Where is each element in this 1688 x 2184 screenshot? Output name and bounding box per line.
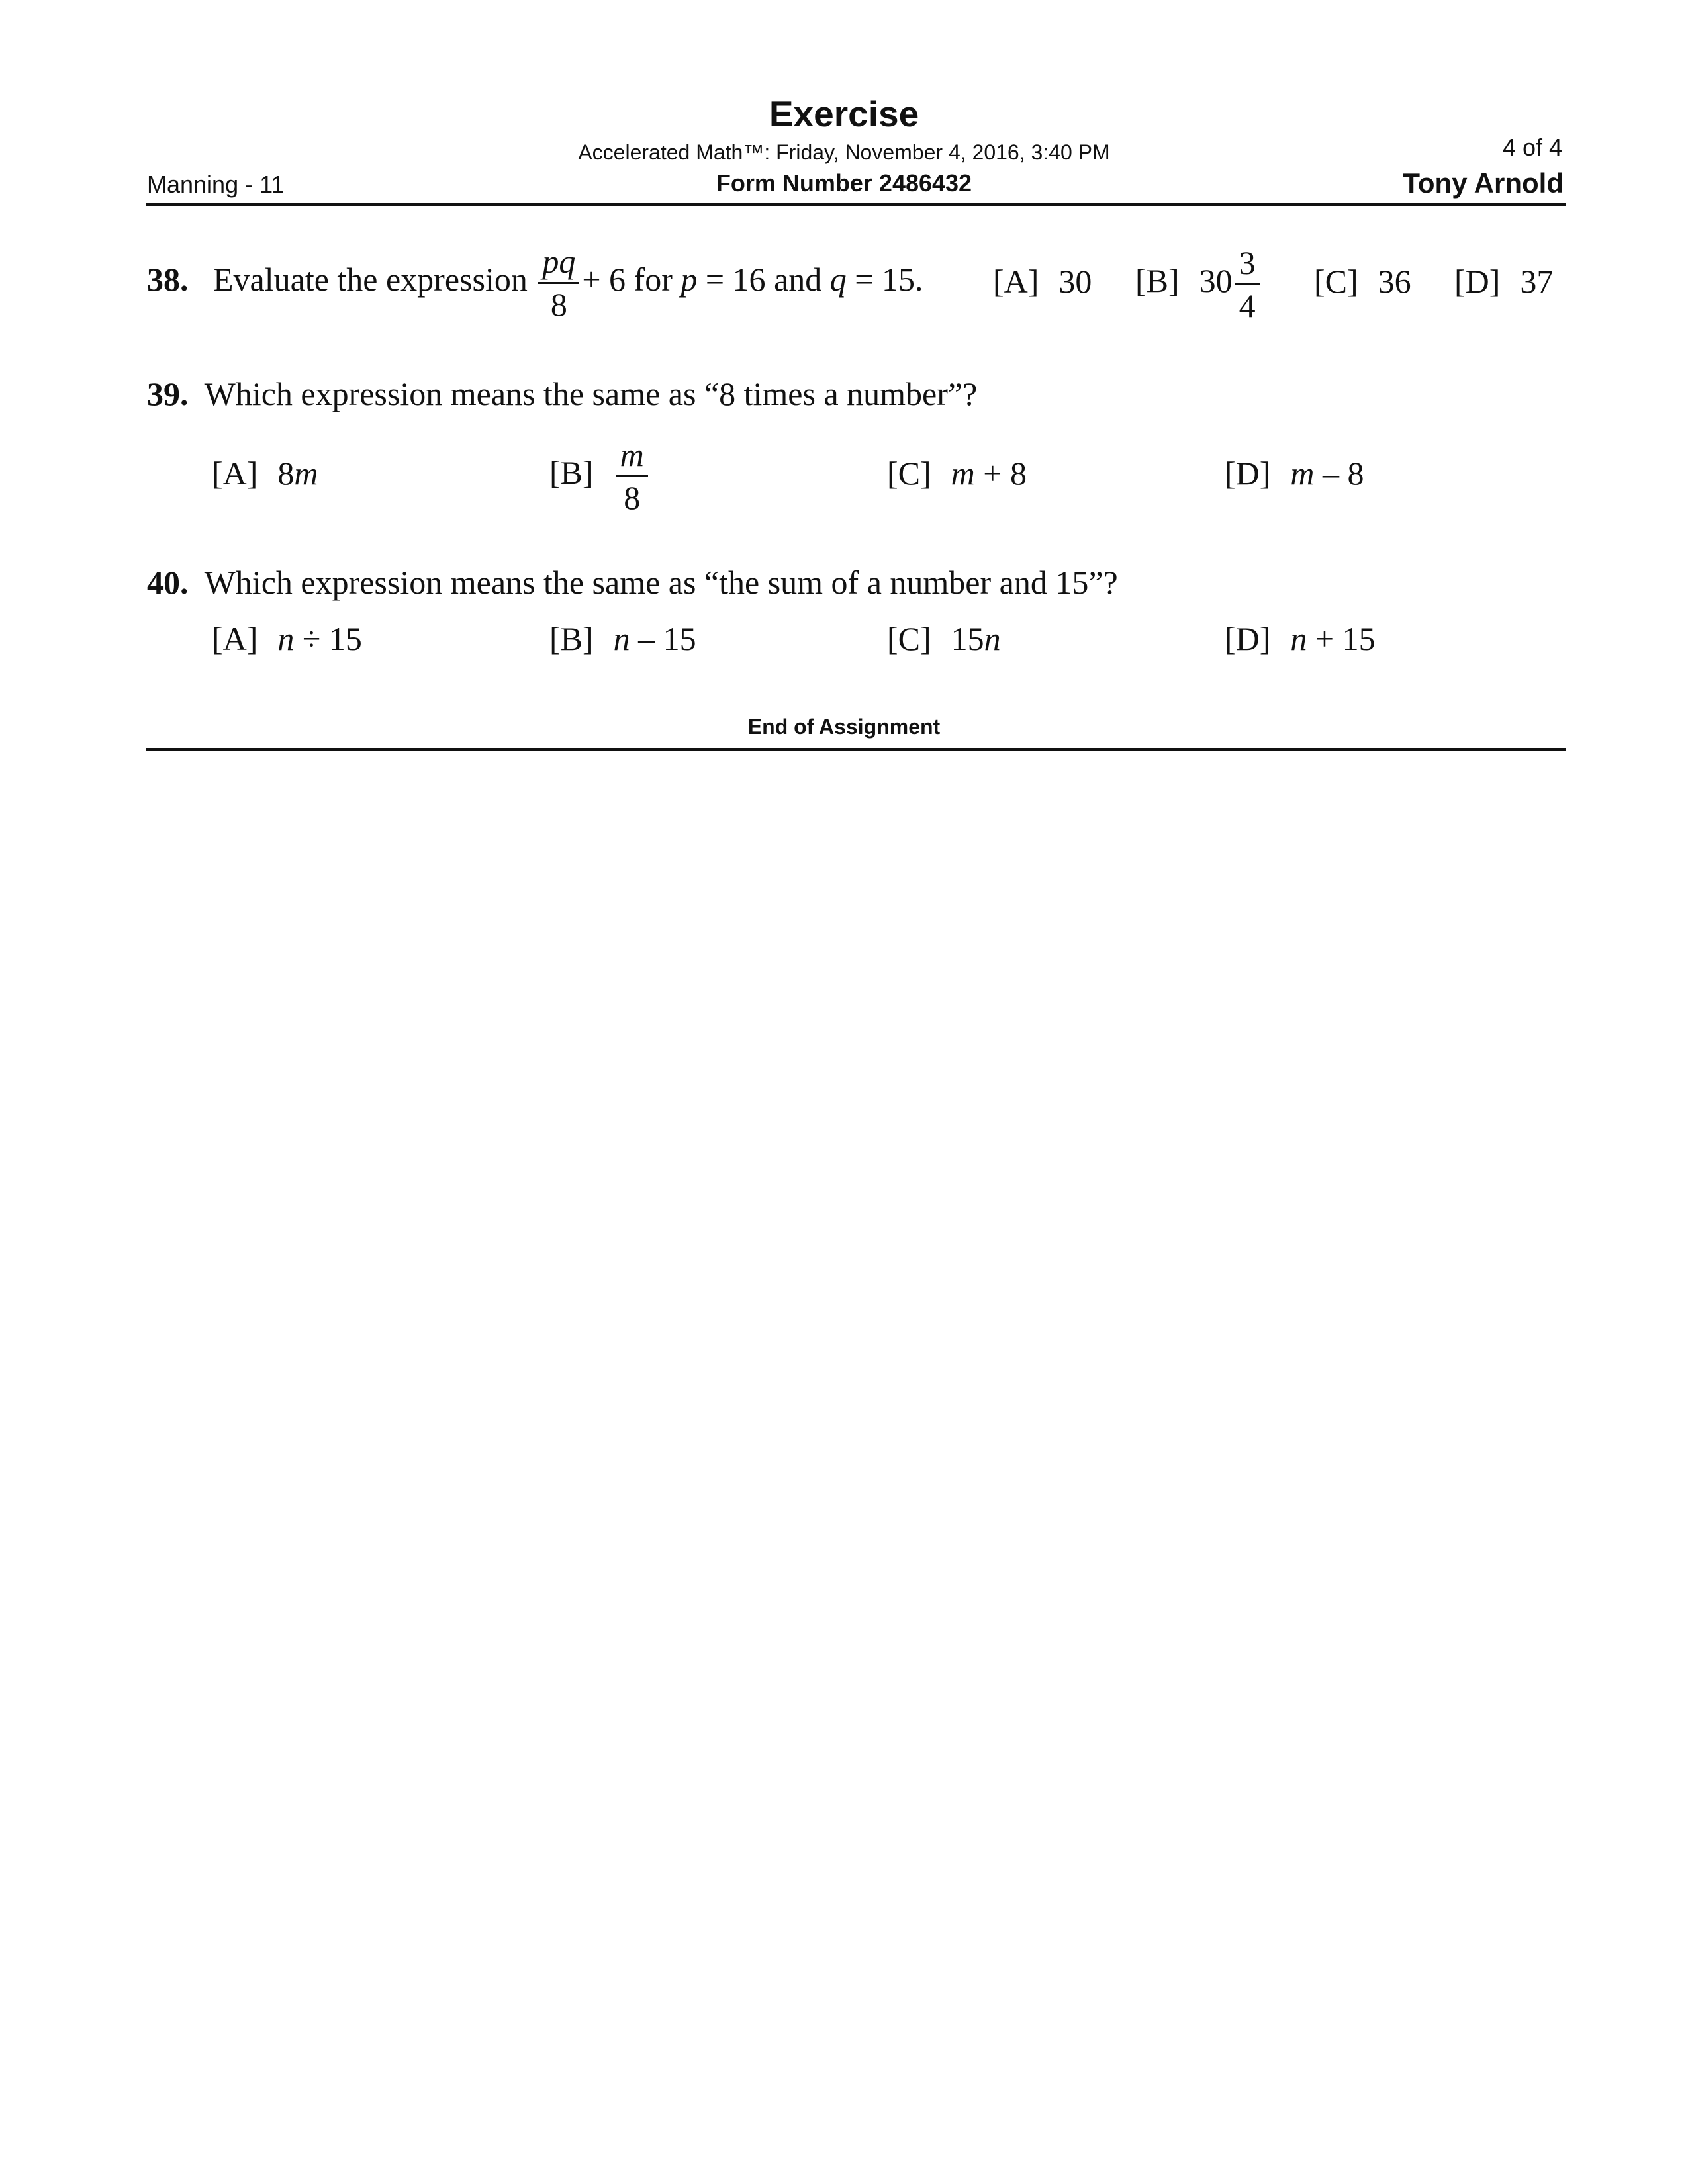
choice-38-b[interactable] [1135, 246, 1262, 322]
choice-38-d[interactable] [1454, 265, 1553, 298]
choice-value: 36 [1378, 263, 1411, 300]
for-text: for [633, 260, 673, 298]
choice-38-a[interactable] [993, 265, 1092, 298]
page-indicator: 4 of 4 [1502, 134, 1562, 161]
question-38 [147, 245, 923, 321]
choice-variable: n [613, 620, 630, 657]
variable-p: p [680, 260, 698, 298]
choice-rest: ÷ 15 [294, 620, 362, 657]
question-prompt: Evaluate the expression [213, 260, 528, 298]
mixed-whole: 30 [1199, 261, 1233, 299]
and-text: and [774, 260, 822, 298]
choice-39-d[interactable] [1225, 457, 1364, 490]
fraction-denominator: 4 [1239, 287, 1256, 324]
form-number: Form Number 2486432 [716, 169, 972, 197]
choice-variable: m [1290, 455, 1315, 492]
choice-label: [A] [212, 620, 258, 657]
choice-variable: m [951, 455, 975, 492]
choice-variable: m [294, 455, 318, 492]
choice-40-d[interactable] [1225, 622, 1376, 655]
q-value: = 15. [846, 260, 923, 298]
question-39 [147, 377, 977, 410]
fraction-denominator: 8 [624, 479, 641, 516]
fraction-numerator: pq [538, 245, 579, 284]
question-number: 39. [147, 375, 189, 412]
choice-rest: + 15 [1307, 620, 1376, 657]
question-40 [147, 566, 1118, 599]
question-number: 38. [147, 260, 189, 298]
choice-variable: n [984, 620, 1001, 657]
question-number: 40. [147, 564, 189, 601]
end-of-assignment: End of Assignment [747, 715, 941, 739]
choice-variable: n [277, 620, 295, 657]
choice-coefficient: 8 [277, 455, 295, 492]
choice-label: [B] [549, 620, 594, 657]
choice-rest: – 8 [1314, 455, 1364, 492]
p-value: = 16 [697, 260, 766, 298]
student-name: Tony Arnold [1403, 167, 1564, 199]
question-prompt: Which expression means the same as “8 times a number”? [204, 375, 978, 412]
header-divider [146, 203, 1566, 206]
choice-rest: – 15 [630, 620, 696, 657]
choice-value: 37 [1520, 263, 1554, 300]
choice-variable: n [1290, 620, 1307, 657]
choice-label: [B] [549, 453, 594, 491]
choice-38-c[interactable] [1314, 265, 1411, 298]
footer-divider [146, 748, 1566, 751]
choice-40-a[interactable] [212, 622, 362, 655]
class-name: Manning - 11 [147, 171, 285, 198]
choice-39-c[interactable] [887, 457, 1027, 490]
fraction-numerator: 3 [1235, 246, 1260, 285]
choice-coefficient: 15 [951, 620, 984, 657]
choice-value: 30 [1058, 263, 1092, 300]
choice-label: [B] [1135, 261, 1180, 299]
assignment-subtitle: Accelerated Math™: Friday, November 4, 2016, 3:40 PM [578, 140, 1110, 164]
choice-label: [C] [887, 455, 931, 492]
choice-label: [A] [993, 263, 1039, 300]
choice-40-c[interactable] [887, 622, 1001, 655]
choice-39-a[interactable] [212, 457, 318, 490]
choice-label: [C] [887, 620, 931, 657]
choice-label: [D] [1225, 455, 1271, 492]
fraction-numerator: m [616, 438, 648, 477]
question-prompt: Which expression means the same as “the sum of a number and 15”? [204, 564, 1118, 601]
mixed-fraction [1235, 246, 1260, 322]
variable-q: q [829, 260, 847, 298]
choice-label: [D] [1225, 620, 1271, 657]
choice-label: [D] [1454, 263, 1501, 300]
page-title: Exercise [769, 93, 919, 134]
fraction-denominator: 8 [550, 286, 567, 323]
fraction-pq-over-8 [538, 245, 579, 321]
fraction-m-over-8 [616, 438, 648, 514]
choice-40-b[interactable] [549, 622, 696, 655]
choice-rest: + 8 [974, 455, 1027, 492]
choice-39-b[interactable] [549, 438, 651, 514]
choice-label: [C] [1314, 263, 1358, 300]
choice-label: [A] [212, 455, 258, 492]
expression-plus: + 6 [582, 260, 626, 298]
